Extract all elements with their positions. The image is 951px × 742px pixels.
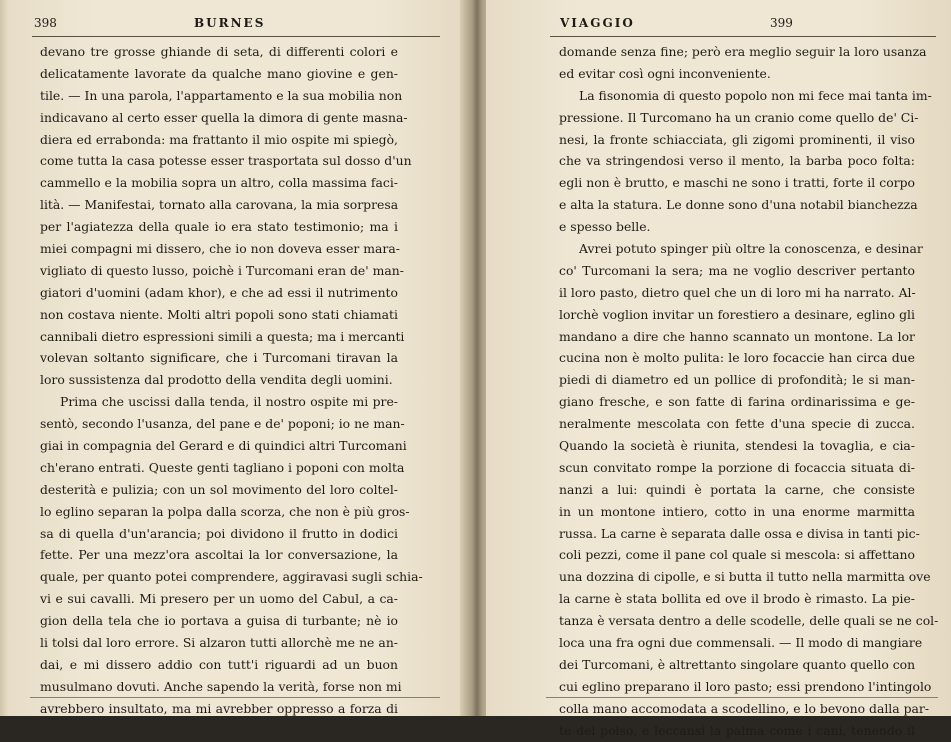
text-line: devano tre grosse ghiande di seta, di differenti colori e [40, 44, 398, 59]
text-line: nesi, la fronte schiacciata, gli zigomi prominenti, il viso [559, 131, 915, 147]
left-running-head: BURNES [194, 16, 266, 30]
text-line: desterità e pulizia; con un sol movimento del loro coltel- [40, 481, 398, 497]
text-line: Prima che uscissi dalla tenda, il nostro ospite mi pre- [60, 394, 398, 410]
text-line: Quando la società è riunita, stendesi la tovaglia, e cia- [559, 438, 915, 454]
text-line: musulmano dovuti. Anche sapendo la verità, forse non mi [40, 678, 402, 694]
text-line: come tutta la casa potesse esser trasportata sul dosso d'un [40, 153, 412, 169]
right-running-head: VIAGGIO [560, 16, 635, 30]
text-line: lità. — Manifestai, tornato alla carovana, la mia sorpresa [40, 197, 399, 213]
text-line: delicatamente lavorate da qualche mano giovine e gen- [40, 65, 398, 81]
text-line: non costava niente. Molti altri popoli sono stati chiamati [40, 306, 398, 322]
text-line: cammello e la mobilia sopra un altro, colla massima faci- [40, 175, 398, 191]
text-line: una dozzina di cipolle, e si butta il tutto nella marmitta ove [559, 569, 931, 585]
text-line: mandano a dire che hanno scannato un montone. La lor [559, 328, 915, 344]
text-line: e alta la statura. Le donne sono d'una notabil bianchezza [559, 197, 918, 213]
text-line: coli pezzi, come il pane col quale si mescola: si affettano [559, 547, 915, 563]
text-line: dai, e mi dissero addio con tutt'i riguardi ad un buon [40, 656, 398, 672]
text-line: vigliato di questo lusso, poichè i Turcomani eran de' man- [40, 262, 404, 278]
text-line: piedi di diametro ed un pollice di profondità; le si man- [559, 372, 915, 388]
right-page-header [560, 16, 913, 36]
right-footer-rule [546, 697, 938, 698]
text-line: loro sussistenza dal prodotto della vendita degli uomini. [40, 372, 393, 388]
text-line: giai in compagnia del Gerard e di quindici altri Turcomani [40, 438, 407, 454]
text-line: che va stringendosi verso il mento, la barba poco folta: [559, 153, 915, 169]
text-line: te del polso, e leccansi la palma come i cani, tenendo il [559, 722, 915, 738]
text-line: la carne è stata bollita ed ove il brodo è rimasto. La pie- [559, 591, 915, 607]
text-line: e spesso belle. [559, 219, 651, 235]
left-page-text [40, 41, 423, 720]
text-line: ch'erano entrati. Queste genti tagliano i poponi con molta [40, 459, 405, 475]
text-line: sentò, secondo l'usanza, del pane e de' poponi; io ne man- [40, 416, 405, 432]
text-line: lo eglino separan la polpa dalla scorza, che non è più gros- [40, 503, 410, 519]
text-line: colla mano accomodata a scodellino, e lo bevono dalla par- [559, 700, 930, 716]
text-line: dei Turcomani, è altrettanto singolare quanto quello con [559, 656, 916, 672]
text-line: avrebbero insultato, ma mi avrebber oppresso a forza di [40, 700, 398, 716]
text-line: La fisonomia di questo popolo non mi fece mai tanta im- [579, 87, 932, 103]
text-line: volevan soltanto significare, che i Turcomani tiravan la [40, 350, 398, 366]
left-page-number: 398 [34, 16, 57, 30]
text-line: nanzi a lui: quindi è portata la carne, che consiste [559, 481, 915, 497]
text-line: indicavano al certo esser quella la dimora di gente masna- [40, 109, 408, 125]
text-line: lorchè voglion invitar un forestiero a desinare, eglino gli [559, 306, 915, 322]
text-line: co' Turcomani la sera; ma ne voglio descriver pertanto [559, 262, 915, 278]
right-page-number: 399 [770, 16, 793, 30]
text-line: quale, per quanto potei comprendere, aggiravasi sugli schia- [40, 569, 423, 585]
left-page [0, 0, 468, 716]
text-line: in un montone intiero, cotto in una enorme marmitta [559, 503, 915, 519]
text-line: gion della tela che io portava a guisa di turbante; nè io [40, 613, 398, 629]
text-line: domande senza fine; però era meglio seguir la loro usanza [559, 44, 927, 59]
text-line: cucina non è molto pulita: le loro focaccie han circa due [559, 350, 915, 366]
left-page-header [34, 16, 448, 36]
text-line: li tolsi dal loro errore. Si alzaron tutti allorchè me ne an- [40, 635, 398, 651]
page-edge [0, 0, 8, 716]
text-line: scun convitato rompe la porzione di focaccia situata di- [559, 459, 915, 475]
text-line: giano fresche, e son fatte di farina ordinarissima e ge- [559, 394, 915, 410]
text-line: loca una fra ogni due commensali. — Il modo di mangiare [559, 635, 923, 651]
text-line: cui eglino preparano il loro pasto; essi prendono l'intingolo [559, 678, 932, 694]
text-line: diera ed errabonda: ma frattanto il mio ospite mi spiegò, [40, 131, 398, 147]
text-line: Avrei potuto spinger più oltre la conoscenza, e desinar [579, 241, 923, 257]
left-header-rule [32, 36, 440, 37]
text-line: russa. La carne è separata dalle ossa e divisa in tanti pic- [559, 525, 920, 541]
right-page-text [559, 41, 939, 742]
text-line: pressione. Il Turcomano ha un cranio come quello de' Ci- [559, 109, 919, 125]
text-line: tanza è versata dentro a delle scodelle, delle quali se ne col- [559, 613, 939, 629]
text-line: miei compagni mi dissero, che io non doveva esser mara- [40, 241, 400, 257]
text-line: ed evitar così ogni inconveniente. [559, 65, 771, 81]
text-line: il loro pasto, dietro quel che un di loro mi ha narrato. Al- [559, 284, 916, 300]
left-footer-rule [30, 697, 440, 698]
text-line: tile. — In una parola, l'appartamento e la sua mobilia non [40, 87, 403, 103]
text-line: neralmente mescolata con fette d'una specie di zucca. [559, 416, 915, 432]
text-line: vi e sui cavalli. Mi presero per un uomo del Cabul, a ca- [40, 591, 398, 607]
text-line: egli non è brutto, e maschi ne sono i tratti, forte il corpo [559, 175, 915, 191]
text-line: fette. Per una mezz'ora ascoltai la lor conversazione, la [40, 547, 398, 563]
text-line: cannibali dietro espressioni simili a questa; ma i mercanti [40, 328, 405, 344]
text-line: giatori d'uomini (adam khor), e che ad essi il nutrimento [40, 284, 398, 300]
right-page [486, 0, 951, 738]
text-line: per l'agiatezza della quale io era stato testimonio; ma i [40, 219, 398, 235]
text-line: sa di quella d'un'arancia; poi dividono il frutto in dodici [40, 525, 398, 541]
right-header-rule [550, 36, 936, 37]
